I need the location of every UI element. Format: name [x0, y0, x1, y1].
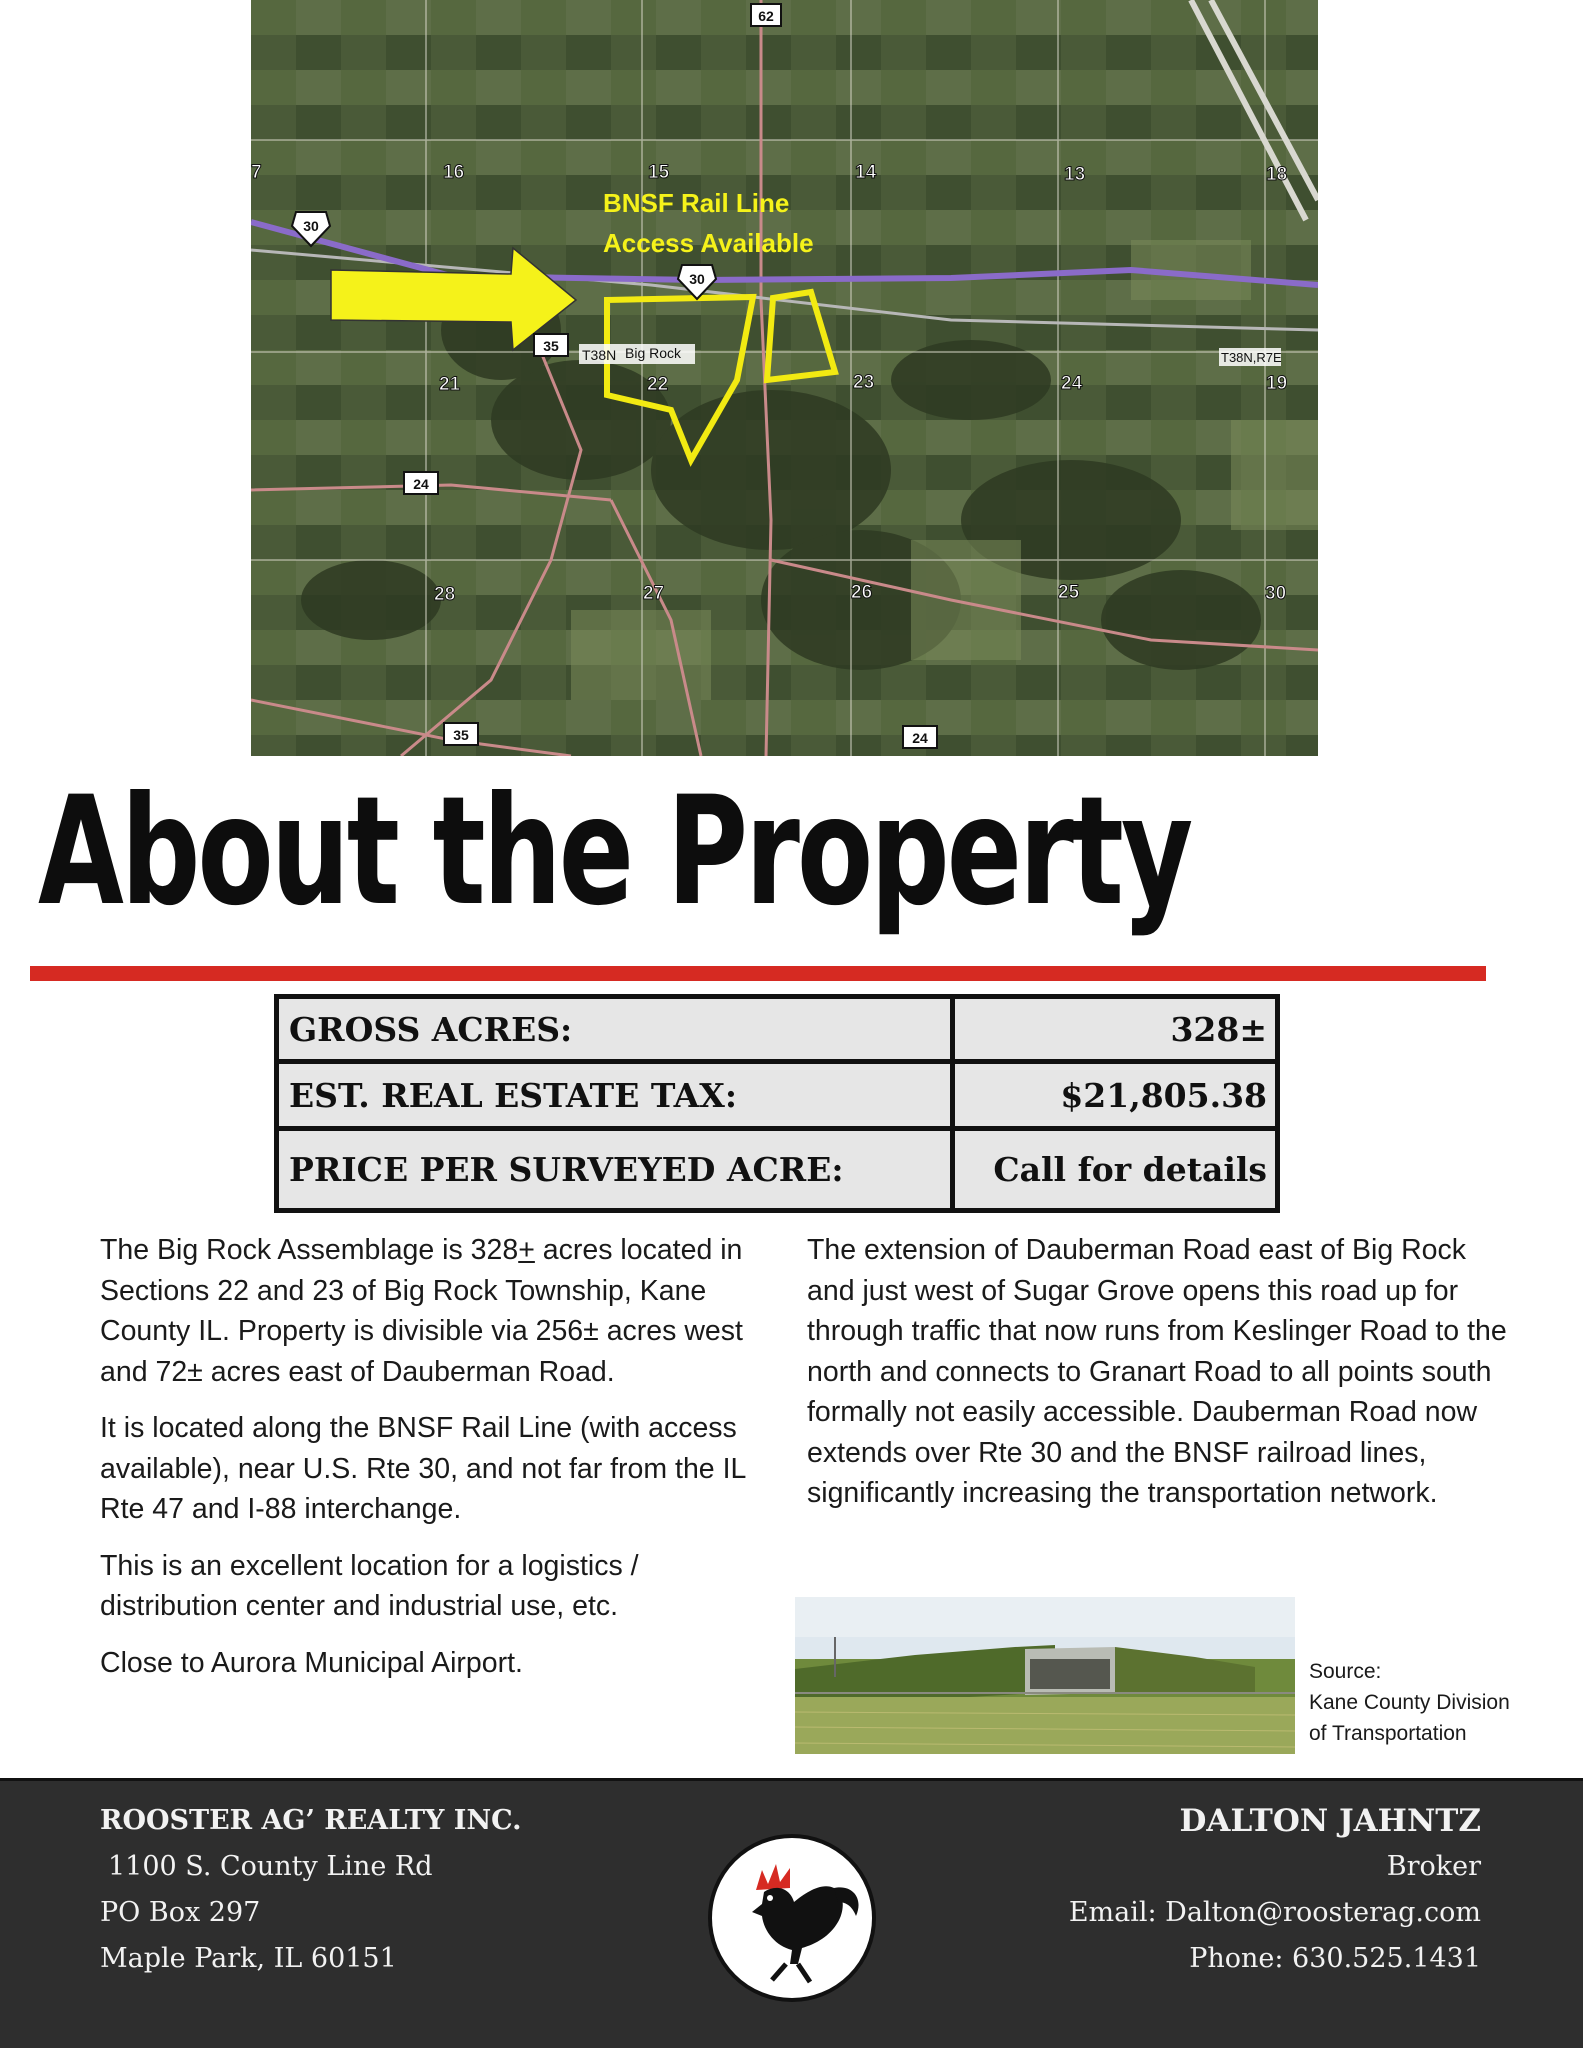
page-title-text: About the Property — [38, 765, 1191, 939]
svg-text:30: 30 — [303, 218, 319, 234]
company-address-line-1: 1100 S. County Line Rd — [108, 1851, 433, 1882]
svg-text:35: 35 — [543, 338, 559, 354]
facts-row-gross-acres — [279, 999, 1275, 1064]
svg-text:30: 30 — [689, 271, 705, 287]
route-shield-24-south — [903, 726, 937, 748]
description-left-column — [100, 1230, 760, 1699]
company-address-line-2: PO Box 297 — [100, 1897, 261, 1928]
svg-text:14: 14 — [855, 162, 877, 183]
svg-text:28: 28 — [434, 584, 456, 605]
place-label-big-rock — [579, 344, 695, 364]
paragraph-airport: Close to Aurora Municipal Airport. — [100, 1646, 523, 1679]
svg-text:25: 25 — [1058, 582, 1080, 603]
paragraph-rail-access: It is located along the BNSF Rail Line (with access available), near U.S. Rte 30, and not far from the IL Rte 47 and I-88 interchange. — [100, 1412, 746, 1525]
page-title — [38, 752, 1438, 952]
svg-text:18: 18 — [1266, 164, 1288, 185]
svg-text:24: 24 — [912, 730, 928, 746]
bridge-photo-graphic — [795, 1597, 1295, 1754]
rooster-logo-icon — [706, 1832, 878, 2004]
callout-line-2: Access Available — [603, 228, 814, 258]
route-shield-35-north — [534, 334, 568, 356]
route-shield-24-west — [404, 472, 438, 494]
fact-label: EST. REAL ESTATE TAX: — [279, 1064, 955, 1126]
paragraph-dauberman-road: The extension of Dauberman Road east of Big Rock and just west of Sugar Grove opens this road up for through traffic that now runs from Keslinger Road to the north and connects to Granart Road to all points south formally not easily accessible. Dauberman Road now extends over Rte 30 and the BNSF railroad lines, significantly increasing the transportation network. — [807, 1234, 1507, 1509]
title-underline — [30, 966, 1486, 981]
svg-text:24: 24 — [1061, 373, 1083, 394]
fact-value: Call for details — [993, 1150, 1267, 1189]
fact-value: $21,805.38 — [1060, 1075, 1267, 1115]
fact-label: PRICE PER SURVEYED ACRE: — [279, 1131, 955, 1208]
company-name: ROOSTER AG’ REALTY INC. — [100, 1805, 522, 1836]
svg-text:7: 7 — [251, 162, 262, 183]
svg-text:21: 21 — [439, 374, 461, 395]
route-shield-35-south — [444, 723, 478, 745]
svg-text:13: 13 — [1064, 164, 1086, 185]
plus-minus-sign: + — [518, 1234, 535, 1266]
aerial-map — [251, 0, 1318, 756]
svg-text:Big Rock: Big Rock — [625, 345, 682, 361]
agent-phone[interactable]: Phone: 630.525.1431 — [1189, 1943, 1481, 1974]
agent-name: DALTON JAHNTZ — [1179, 1803, 1481, 1839]
company-address-line-3: Maple Park, IL 60151 — [100, 1943, 397, 1974]
fact-label: GROSS ACRES: — [279, 999, 955, 1059]
agent-info — [1069, 1798, 1481, 1982]
aerial-map-graphic — [251, 0, 1318, 756]
svg-text:35: 35 — [453, 727, 469, 743]
route-shield-62 — [751, 4, 781, 26]
company-info — [100, 1798, 522, 1982]
svg-text:T38N: T38N — [582, 347, 617, 363]
svg-text:23: 23 — [853, 372, 875, 393]
svg-text:22: 22 — [647, 374, 669, 395]
place-label-township — [1219, 348, 1282, 366]
svg-text:19: 19 — [1266, 373, 1288, 394]
svg-text:24: 24 — [413, 476, 429, 492]
footer-top-border — [0, 1778, 1583, 1781]
description-right-column — [807, 1230, 1507, 1530]
facts-row-price-per-acre — [279, 1131, 1275, 1208]
agent-email[interactable]: Email: Dalton@roosterag.com — [1068, 1897, 1481, 1928]
agent-title: Broker — [1386, 1851, 1481, 1882]
svg-text:T38N,R7E: T38N,R7E — [1221, 350, 1282, 365]
property-facts-table — [274, 994, 1280, 1213]
svg-text:30: 30 — [1265, 583, 1287, 604]
callout-line-1: BNSF Rail Line — [603, 188, 790, 218]
svg-text:26: 26 — [851, 582, 873, 603]
svg-text:16: 16 — [443, 162, 465, 183]
photo-source-caption: Source: Kane County Division of Transportation — [1309, 1660, 1510, 1745]
svg-text:15: 15 — [648, 162, 670, 183]
paragraph-use: This is an excellent location for a logistics / distribution center and industrial use, etc. — [100, 1549, 639, 1622]
paragraph-acreage: The Big Rock Assemblage is 328+ acres located in Sections 22 and 23 of Big Rock Township, Kane County IL. Property is divisible via 256± acres west and 72± acres east of Dauberman Road. — [100, 1234, 743, 1388]
fact-value: 328± — [1170, 1009, 1267, 1049]
footer — [0, 1778, 1583, 2048]
bridge-photo — [795, 1597, 1295, 1754]
svg-text:27: 27 — [643, 583, 665, 604]
facts-row-real-estate-tax — [279, 1064, 1275, 1131]
svg-text:62: 62 — [758, 8, 774, 24]
